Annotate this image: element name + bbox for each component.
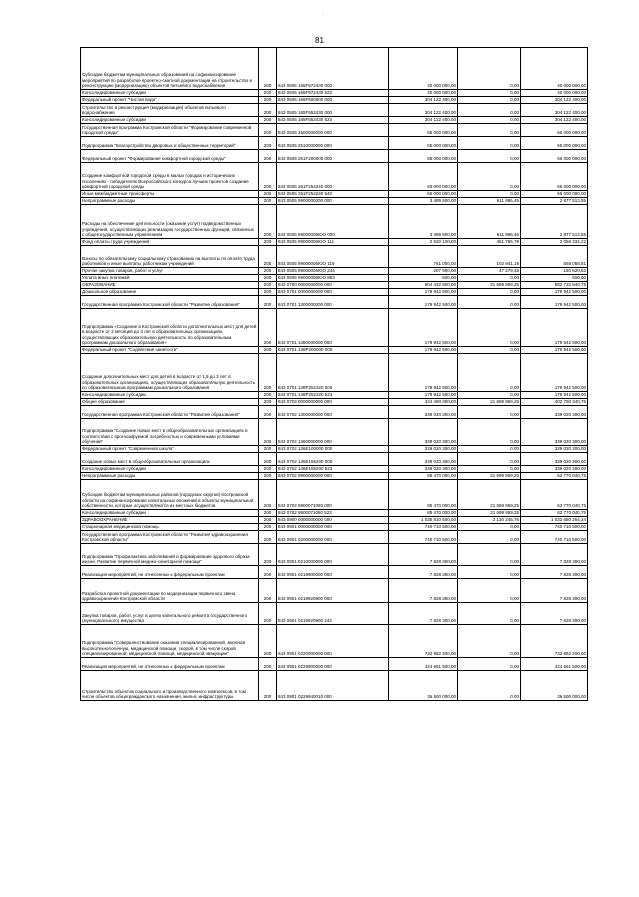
cell-v3: 179 942 500,00 bbox=[521, 309, 588, 347]
cell-v1: 761 000,00 bbox=[389, 246, 458, 268]
cell-v2: 0,00 bbox=[458, 419, 521, 446]
cell-code: 200 bbox=[259, 524, 277, 531]
cell-v2: 102 941,19 bbox=[458, 246, 521, 268]
table-row bbox=[81, 309, 588, 347]
cell-v3: 339 020 300,00 bbox=[521, 406, 588, 419]
cell-code: 200 bbox=[259, 399, 277, 406]
cell-v2: 0,00 bbox=[458, 406, 521, 419]
cell-v3: 304 122 400,00 bbox=[521, 97, 588, 104]
cell-v1: 740 710 500,00 bbox=[389, 531, 458, 544]
cell-code: 200 bbox=[259, 48, 277, 90]
cell-code: 200 bbox=[259, 296, 277, 309]
cell-v1: 339 020 300,00 bbox=[389, 466, 458, 473]
cell-v1: 179 942 500,00 bbox=[389, 347, 458, 354]
cell-v3: 160 620,52 bbox=[521, 268, 588, 275]
cell-v2: 0,00 bbox=[458, 603, 521, 625]
cell-code: 200 bbox=[259, 347, 277, 354]
cell-v1: 500,00 bbox=[389, 275, 458, 282]
cell-v1: 3 489 500,00 bbox=[389, 205, 458, 239]
cell-name: Консолидированные субсидии bbox=[81, 392, 259, 399]
cell-code: 200 bbox=[259, 205, 277, 239]
cell-code: 200 bbox=[259, 392, 277, 399]
cell-v1: 424 661 500,00 bbox=[389, 658, 458, 671]
table-row bbox=[81, 268, 588, 275]
table-row bbox=[81, 198, 588, 205]
table-row bbox=[81, 579, 588, 603]
cell-v3: 339 020 300,00 bbox=[521, 446, 588, 453]
cell-v3: 65 000 000,00 bbox=[521, 191, 588, 198]
cell-name: Государственная программа Костромской области "Развитие образования" bbox=[81, 406, 259, 419]
table-row bbox=[81, 117, 588, 124]
cell-code: 200 bbox=[259, 531, 277, 544]
cell-code: 200 bbox=[259, 137, 277, 150]
cell-v2: 0,00 bbox=[458, 524, 521, 531]
cell-cls: 843 0702 9900071080 523 bbox=[277, 510, 389, 517]
cell-cls: 843 0901 0220000000 000 bbox=[277, 625, 389, 658]
cell-v1: 7 828 300,00 bbox=[389, 566, 458, 579]
cell-v3: 40 000 000,00 bbox=[521, 90, 588, 97]
cell-code: 200 bbox=[259, 191, 277, 198]
cell-code: 200 bbox=[259, 473, 277, 480]
cell-v1: 85 470 000,00 bbox=[389, 510, 458, 517]
table-row bbox=[81, 658, 588, 671]
table-row bbox=[81, 239, 588, 246]
cell-code: 200 bbox=[259, 510, 277, 517]
cell-v3: 7 828 300,00 bbox=[521, 603, 588, 625]
cell-code: 200 bbox=[259, 239, 277, 246]
cell-v3: 2 877 513,55 bbox=[521, 205, 588, 239]
cell-v1: 7 828 300,00 bbox=[389, 579, 458, 603]
table-row bbox=[81, 671, 588, 701]
cell-name: Разработка проектной документации по модернизации первичного звена здравоохранения Костромской области bbox=[81, 579, 259, 603]
cell-v1: 207 900,00 bbox=[389, 268, 458, 275]
cell-v3: 40 000 000,00 bbox=[521, 48, 588, 90]
cell-v2: 0,00 bbox=[458, 658, 521, 671]
cell-name: Подпрограмма "Совершенствование оказания специализированной, включая высокотехнологичную, медицинской помощи, скорой, в том числе скорой специализированной, медицинской помощи, медицинской эвакуации" bbox=[81, 625, 259, 658]
cell-cls: 843 0505 165F972430 000 bbox=[277, 48, 389, 90]
cell-name: Субсидии бюджетам муниципальных районов (городских округов) Костромской области на софинансирование капитальных вложений в объекты муниципальной собственности, которые осуществляются из местных бюджетов bbox=[81, 480, 259, 510]
cell-name: Консолидированные субсидии bbox=[81, 466, 259, 473]
cell-v1: 179 942 500,00 bbox=[389, 392, 458, 399]
cell-name: Федеральный проект "Содействие занятости" bbox=[81, 347, 259, 354]
cell-cls: 843 0505 165F972430 523 bbox=[277, 90, 389, 97]
table-row bbox=[81, 453, 588, 466]
cell-cls: 843 0702 136E155200 000 bbox=[277, 453, 389, 466]
cell-v2: 21 699 959,25 bbox=[458, 480, 521, 510]
cell-code: 200 bbox=[259, 282, 277, 289]
cell-v3: 339 020 300,00 bbox=[521, 453, 588, 466]
cell-v2: 0,00 bbox=[458, 347, 521, 354]
cell-code: 200 bbox=[259, 104, 277, 117]
cell-v1: 65 000 000,00 bbox=[389, 163, 458, 191]
cell-v2: 47 279,48 bbox=[458, 268, 521, 275]
cell-code: 200 bbox=[259, 453, 277, 466]
cell-name: Общее образование bbox=[81, 399, 259, 406]
cell-v3: 582 732 840,75 bbox=[521, 282, 588, 289]
cell-v2: 0,00 bbox=[458, 289, 521, 296]
table-row bbox=[81, 510, 588, 517]
cell-v2: 461 765,78 bbox=[458, 239, 521, 246]
cell-code: 200 bbox=[259, 625, 277, 658]
cell-code: 200 bbox=[259, 419, 277, 446]
cell-v2: 0,00 bbox=[458, 97, 521, 104]
cell-code: 200 bbox=[259, 124, 277, 137]
table-row bbox=[81, 137, 588, 150]
cell-v1: 604 432 800,00 bbox=[389, 282, 458, 289]
cell-cls: 843 0505 99000006ЮО 244 bbox=[277, 268, 389, 275]
cell-cls: 843 0505 251F254240 000 bbox=[277, 163, 389, 191]
table-row bbox=[81, 625, 588, 658]
cell-v3: 500,00 bbox=[521, 275, 588, 282]
cell-v1: 740 710 500,00 bbox=[389, 524, 458, 531]
cell-cls: 843 0701 1300000000 000 bbox=[277, 296, 389, 309]
table-row bbox=[81, 473, 588, 480]
cell-name: Непрограммные расходы bbox=[81, 198, 259, 205]
cell-v2: 0,00 bbox=[458, 275, 521, 282]
cell-name: Федеральный проект "Современная школа" bbox=[81, 446, 259, 453]
table-row bbox=[81, 544, 588, 566]
cell-name: Создание дополнительных мест для детей в возрасте от 1,5 до 3 лет в образовательных организациях, осуществляющих образовательную деятельность по образовательным программам дошкольного образования bbox=[81, 354, 259, 392]
table-row bbox=[81, 419, 588, 446]
table-row bbox=[81, 603, 588, 625]
cell-v2: 0,00 bbox=[458, 163, 521, 191]
cell-cls: 843 0900 0000000000 000 bbox=[277, 517, 389, 524]
cell-code: 200 bbox=[259, 309, 277, 347]
table-row bbox=[81, 163, 588, 191]
table-row bbox=[81, 517, 588, 524]
cell-code: 200 bbox=[259, 566, 277, 579]
cell-cls: 843 0702 0000000000 000 bbox=[277, 399, 389, 406]
table-row bbox=[81, 566, 588, 579]
cell-name: Стационарная медицинская помощь bbox=[81, 524, 259, 531]
cell-cls: 843 0702 1360000000 000 bbox=[277, 419, 389, 446]
cell-v3: 179 942 500,00 bbox=[521, 296, 588, 309]
cell-v1: 2 520 100,00 bbox=[389, 239, 458, 246]
cell-v1: 179 942 500,00 bbox=[389, 296, 458, 309]
cell-v1: 304 122 400,00 bbox=[389, 117, 458, 124]
cell-name: Дошкольное образование bbox=[81, 289, 259, 296]
cell-v3: 304 122 400,00 bbox=[521, 117, 588, 124]
cell-name: Консолидированные субсидии bbox=[81, 117, 259, 124]
table-row bbox=[81, 524, 588, 531]
cell-code: 200 bbox=[259, 446, 277, 453]
cell-v2: 0,00 bbox=[458, 354, 521, 392]
cell-v2: 0,00 bbox=[458, 566, 521, 579]
cell-name: ОБРАЗОВАНИЕ bbox=[81, 282, 259, 289]
table-row bbox=[81, 97, 588, 104]
cell-code: 200 bbox=[259, 579, 277, 603]
cell-name: Подпрограмма «Создание в Костромской области дополнительных мест для детей в возрасте от 2 месяцев до 3 лет в образовательных организациях, осуществляющих образовательную деятельность по образовательным программам дошкольного образования» bbox=[81, 309, 259, 347]
cell-v2: 0,00 bbox=[458, 625, 521, 658]
cell-v1: 40 000 000,00 bbox=[389, 90, 458, 97]
cell-v2: 0,00 bbox=[458, 90, 521, 97]
cell-code: 200 bbox=[259, 406, 277, 419]
cell-cls: 843 0901 0229900000 000 bbox=[277, 658, 389, 671]
cell-v2: 0,00 bbox=[458, 48, 521, 90]
cell-cls: 843 0505 2500000000 000 bbox=[277, 124, 389, 137]
cell-v1: 40 000 000,00 bbox=[389, 48, 458, 90]
cell-v3: 2 058 334,22 bbox=[521, 239, 588, 246]
cell-cls: 843 0505 251F200000 000 bbox=[277, 150, 389, 163]
table-row bbox=[81, 399, 588, 406]
cell-name: Уплата иных платежей bbox=[81, 275, 259, 282]
cell-name: Подпрограмма "Благоустройство дворовых и общественных территорий" bbox=[81, 137, 259, 150]
cell-cls: 843 0901 0200000000 000 bbox=[277, 531, 389, 544]
cell-v2: 0,00 bbox=[458, 150, 521, 163]
cell-v2: 0,00 bbox=[458, 531, 521, 544]
cell-v1: 339 020 300,00 bbox=[389, 453, 458, 466]
cell-name: Государственная программа Костромской области "Развитие здравоохранения Костромской области" bbox=[81, 531, 259, 544]
cell-cls: 843 0901 0219920900 000 bbox=[277, 579, 389, 603]
cell-cls: 843 0901 0219920900 243 bbox=[277, 603, 389, 625]
cell-cls: 843 0701 138P200000 000 bbox=[277, 347, 389, 354]
cell-name: Консолидированные субсидии bbox=[81, 90, 259, 97]
table-row bbox=[81, 531, 588, 544]
cell-cls: 843 0702 136E155200 523 bbox=[277, 466, 389, 473]
cell-v1: 339 020 300,00 bbox=[389, 406, 458, 419]
cell-name: Создание комфортной городской среды в малых городах и исторических поселениях - победителях Всероссийского конкурса лучших проектов создания комфортной городской среды bbox=[81, 163, 259, 191]
cell-code: 200 bbox=[259, 517, 277, 524]
cell-cls: 843 0505 99000006ЮО 000 bbox=[277, 205, 389, 239]
cell-v2: 0,00 bbox=[458, 453, 521, 466]
cell-cls: 843 0702 1300000000 000 bbox=[277, 406, 389, 419]
budget-table bbox=[80, 47, 588, 701]
cell-cls: 843 0901 0000000000 000 bbox=[277, 524, 389, 531]
cell-name: Федеральный проект "Чистая вода" bbox=[81, 97, 259, 104]
cell-v3: 1 033 680 254,24 bbox=[521, 517, 588, 524]
table-row bbox=[81, 480, 588, 510]
cell-cls: 843 0505 99000006ЮО 853 bbox=[277, 275, 389, 282]
cell-cls: 843 0505 251F254240 540 bbox=[277, 191, 389, 198]
cell-code: 200 bbox=[259, 480, 277, 510]
cell-v2: 0,00 bbox=[458, 544, 521, 566]
cell-cls: 843 0505 99000006ЮО 111 bbox=[277, 239, 389, 246]
cell-v3: 658 058,81 bbox=[521, 246, 588, 268]
cell-v1: 7 828 300,00 bbox=[389, 603, 458, 625]
table-row bbox=[81, 446, 588, 453]
cell-cls: 843 0701 1380000000 000 bbox=[277, 309, 389, 347]
cell-v1: 304 122 400,00 bbox=[389, 104, 458, 117]
cell-v1: 85 470 000,00 bbox=[389, 480, 458, 510]
cell-v2: 2 130 245,76 bbox=[458, 517, 521, 524]
table-row bbox=[81, 150, 588, 163]
cell-v2: 0,00 bbox=[458, 104, 521, 117]
cell-name: ЗДРАВООХРАНЕНИЕ bbox=[81, 517, 259, 524]
cell-v2: 0,00 bbox=[458, 466, 521, 473]
cell-v2: 611 986,45 bbox=[458, 198, 521, 205]
table-row bbox=[81, 104, 588, 117]
cell-v1: 339 020 300,00 bbox=[389, 419, 458, 446]
cell-v3: 339 020 300,00 bbox=[521, 419, 588, 446]
cell-cls: 843 0702 9900071080 000 bbox=[277, 480, 389, 510]
cell-cls: 843 0505 165F500000 000 bbox=[277, 97, 389, 104]
cell-name: Консолидированные субсидии bbox=[81, 510, 259, 517]
cell-v3: 65 000 000,00 bbox=[521, 150, 588, 163]
cell-cls: 843 0901 0210000000 000 bbox=[277, 544, 389, 566]
cell-cls: 843 0702 9900000000 000 bbox=[277, 473, 389, 480]
cell-code: 200 bbox=[259, 671, 277, 701]
cell-v3: 424 661 500,00 bbox=[521, 658, 588, 671]
cell-v2: 0,00 bbox=[458, 191, 521, 198]
cell-name: Строительство и реконструкция (модернизация) объектов питьевого водоснабжения bbox=[81, 104, 259, 117]
cell-name: Подпрограмма "Создание новых мест в общеобразовательных организациях в соответствии с прогнозируемой потребностью и современными условиями обучения" bbox=[81, 419, 259, 446]
cell-v3: 7 828 300,00 bbox=[521, 566, 588, 579]
cell-v1: 65 000 000,00 bbox=[389, 137, 458, 150]
cell-name: Государственная программа Костромской области "Формирование современной городской среды" bbox=[81, 124, 259, 137]
table-row bbox=[81, 466, 588, 473]
cell-code: 200 bbox=[259, 466, 277, 473]
cell-code: 200 bbox=[259, 90, 277, 97]
cell-v3: 63 770 040,75 bbox=[521, 473, 588, 480]
cell-name: Прочая закупка товаров, работ и услуг bbox=[81, 268, 259, 275]
cell-v3: 7 828 300,00 bbox=[521, 544, 588, 566]
cell-code: 200 bbox=[259, 275, 277, 282]
cell-code: 200 bbox=[259, 354, 277, 392]
cell-v1: 424 490 300,00 bbox=[389, 399, 458, 406]
cell-name: Подпрограмма "Профилактика заболеваний и формирование здорового образа жизни. Развитие первичной медико-санитарной помощи" bbox=[81, 544, 259, 566]
cell-v1: 1 035 810 500,00 bbox=[389, 517, 458, 524]
cell-name: Государственная программа Костромской области "Развитие образования" bbox=[81, 296, 259, 309]
cell-v1: 732 882 200,00 bbox=[389, 625, 458, 658]
cell-v1: 304 122 400,00 bbox=[389, 97, 458, 104]
cell-v1: 3 489 500,00 bbox=[389, 198, 458, 205]
cell-code: 200 bbox=[259, 544, 277, 566]
cell-v1: 179 942 500,00 bbox=[389, 354, 458, 392]
cell-name: Строительство объектов социального и производственного комплексов, в том числе объектов общегражданского назначения, жилья, инфраструктуры bbox=[81, 671, 259, 701]
cell-v1: 179 942 500,00 bbox=[389, 289, 458, 296]
cell-cls: 843 0701 138P252320 000 bbox=[277, 354, 389, 392]
cell-v2: 0,00 bbox=[458, 124, 521, 137]
table-row bbox=[81, 124, 588, 137]
cell-v2: 0,00 bbox=[458, 392, 521, 399]
cell-cls: 843 0505 99000006ЮО 119 bbox=[277, 246, 389, 268]
cell-v3: 63 770 040,75 bbox=[521, 510, 588, 517]
cell-code: 200 bbox=[259, 289, 277, 296]
cell-name: Реализация мероприятий, не отнесенных к федеральным проектам bbox=[81, 658, 259, 671]
cell-cls: 843 0505 165F552430 523 bbox=[277, 117, 389, 124]
cell-v2: 0,00 bbox=[458, 579, 521, 603]
cell-name: Создание новых мест в общеобразовательных организациях bbox=[81, 453, 259, 466]
table-row bbox=[81, 282, 588, 289]
cell-v3: 2 877 513,55 bbox=[521, 198, 588, 205]
cell-v3: 36 500 000,00 bbox=[521, 671, 588, 701]
cell-v1: 65 000 000,00 bbox=[389, 191, 458, 198]
budget-table-body bbox=[81, 48, 588, 701]
cell-v3: 179 942 500,00 bbox=[521, 347, 588, 354]
cell-v2: 0,00 bbox=[458, 446, 521, 453]
cell-cls: 843 0901 0219900000 000 bbox=[277, 566, 389, 579]
cell-v2: 0,00 bbox=[458, 671, 521, 701]
cell-v3: 740 710 500,00 bbox=[521, 531, 588, 544]
cell-v3: 65 000 000,00 bbox=[521, 163, 588, 191]
table-row bbox=[81, 90, 588, 97]
cell-code: 200 bbox=[259, 198, 277, 205]
cell-name: Непрограммные расходы bbox=[81, 473, 259, 480]
cell-v3: 179 942 500,00 bbox=[521, 354, 588, 392]
table-row bbox=[81, 205, 588, 239]
page-number: 81 bbox=[315, 36, 324, 45]
scan-dot: · bbox=[322, 12, 324, 18]
cell-name: Фонд оплаты труда учреждений bbox=[81, 239, 259, 246]
cell-v1: 7 828 300,00 bbox=[389, 544, 458, 566]
cell-v3: 65 000 000,00 bbox=[521, 137, 588, 150]
cell-v3: 304 122 400,00 bbox=[521, 104, 588, 117]
table-row bbox=[81, 406, 588, 419]
table-row bbox=[81, 191, 588, 198]
cell-code: 200 bbox=[259, 117, 277, 124]
cell-v1: 65 000 000,00 bbox=[389, 150, 458, 163]
table-row bbox=[81, 289, 588, 296]
cell-v3: 740 710 500,00 bbox=[521, 524, 588, 531]
cell-v1: 65 000 000,00 bbox=[389, 124, 458, 137]
cell-v3: 179 942 500,00 bbox=[521, 392, 588, 399]
cell-cls: 843 0505 9900000000 000 bbox=[277, 198, 389, 205]
cell-name: Реализация мероприятий, не отнесенных к федеральным проектам bbox=[81, 566, 259, 579]
table-row bbox=[81, 296, 588, 309]
cell-v1: 339 020 300,00 bbox=[389, 446, 458, 453]
table-row bbox=[81, 275, 588, 282]
cell-cls: 843 0700 0000000000 000 bbox=[277, 282, 389, 289]
cell-v1: 179 942 500,00 bbox=[389, 309, 458, 347]
table-row bbox=[81, 354, 588, 392]
cell-cls: 843 0505 2510000000 000 bbox=[277, 137, 389, 150]
cell-v2: 0,00 bbox=[458, 117, 521, 124]
cell-v2: 611 986,45 bbox=[458, 205, 521, 239]
cell-v2: 21 699 959,25 bbox=[458, 510, 521, 517]
cell-code: 200 bbox=[259, 658, 277, 671]
cell-v2: 21 699 959,25 bbox=[458, 282, 521, 289]
cell-name: Иные межбюджетные трансферты bbox=[81, 191, 259, 198]
cell-name: Закупка товаров, работ, услуг в целях капитального ремонта государственного (муниципального) имущества bbox=[81, 603, 259, 625]
cell-v3: 7 828 300,00 bbox=[521, 579, 588, 603]
cell-v2: 21 699 959,25 bbox=[458, 399, 521, 406]
cell-v3: 65 000 000,00 bbox=[521, 124, 588, 137]
cell-name: Расходы на обеспечение деятельности (оказание услуг) подведомственных учреждений, осуществляющих реализацию государственных функций, связанных с общегосударственным управлением bbox=[81, 205, 259, 239]
cell-code: 200 bbox=[259, 268, 277, 275]
table-row bbox=[81, 246, 588, 268]
cell-cls: 843 0901 0229940010 000 bbox=[277, 671, 389, 701]
cell-v1: 36 500 000,00 bbox=[389, 671, 458, 701]
cell-v3: 402 790 340,75 bbox=[521, 399, 588, 406]
cell-name: Субсидии бюджетам муниципальных образований на софинансирование мероприятий по разработке проектно-сметной документации на строительство и реконструкцию (модернизацию) объектов питьевого водоснабжения bbox=[81, 48, 259, 90]
cell-code: 200 bbox=[259, 150, 277, 163]
cell-cls: 843 0702 136E100000 000 bbox=[277, 446, 389, 453]
cell-cls: 843 0505 165F552430 000 bbox=[277, 104, 389, 117]
cell-code: 200 bbox=[259, 97, 277, 104]
cell-cls: 843 0701 0000000000 000 bbox=[277, 289, 389, 296]
cell-v2: 0,00 bbox=[458, 137, 521, 150]
cell-code: 200 bbox=[259, 163, 277, 191]
cell-code: 200 bbox=[259, 603, 277, 625]
cell-name: Взносы по обязательному социальному страхованию на выплаты по оплате труда работников и иные выплаты работникам учреждений bbox=[81, 246, 259, 268]
cell-cls: 843 0701 138P252320 523 bbox=[277, 392, 389, 399]
cell-v2: 0,00 bbox=[458, 296, 521, 309]
cell-v2: 0,00 bbox=[458, 309, 521, 347]
cell-v3: 732 882 200,00 bbox=[521, 625, 588, 658]
cell-v1: 85 470 000,00 bbox=[389, 473, 458, 480]
table-row bbox=[81, 392, 588, 399]
cell-v3: 63 770 040,75 bbox=[521, 480, 588, 510]
table-row bbox=[81, 48, 588, 90]
cell-name: Федеральный проект "Формирование комфортной городской среды" bbox=[81, 150, 259, 163]
table-row bbox=[81, 347, 588, 354]
cell-v3: 339 020 300,00 bbox=[521, 466, 588, 473]
cell-v2: 21 699 959,25 bbox=[458, 473, 521, 480]
cell-code: 200 bbox=[259, 246, 277, 268]
cell-v3: 179 942 500,00 bbox=[521, 289, 588, 296]
